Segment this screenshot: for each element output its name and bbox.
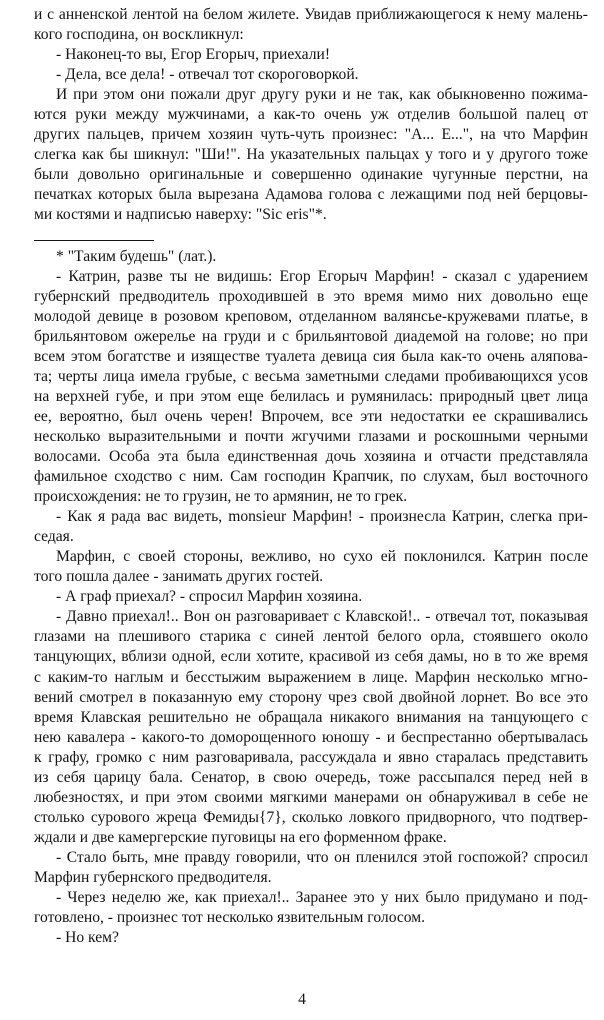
footnote-block [34, 247, 588, 267]
text-line: И при этом они пожали друг другу руки и не так, как обыкновенно пожима- [56, 86, 588, 104]
text-line: нею кавалера - какого-то доморощенного юношу - и беспрестанно обертывалась [34, 728, 588, 746]
text-line: кого господина, он воскликнул: [34, 26, 244, 44]
text-line: - Дела, все дела! - отвечал тот скороговоркой. [56, 66, 359, 84]
text-line: ми костями и надписью наверху: "Sic eris"*. [34, 206, 327, 224]
text-line: были довольно оригинальные и совершенно одинакие чугунные перстни, на [34, 166, 588, 184]
text-line: седая. [34, 528, 74, 546]
text-line: глазами на плешивого старика с синей лентой белого орла, стоявшего около [34, 628, 588, 646]
text-line: происхождения: не то грузин, не то армянин, не то грек. [34, 488, 408, 506]
text-line: - Давно приехал!.. Вон он разговаривает с Клавской!.. - отвечал тот, показывая [56, 608, 588, 626]
text-line: та; черты лица имела грубые, с весьма заметными следами пробивающихся усов [34, 367, 588, 385]
text-line: к графу, громко с ним разговаривала, рассуждала и явно старалась представить [34, 748, 588, 766]
text-line: печатках которых была вырезана Адамова голова с лежащими под ней берцовы- [34, 186, 588, 204]
text-line: ее, вероятно, был очень черен! Впрочем, все эти недостатки ее скрашивались [34, 407, 588, 425]
text-line: волосами. Особа эта была единственная дочь хозяина и отчасти представляла [34, 447, 588, 465]
text-line: молодой девице в розовом креповом, отделанном валянсье-кружевами платье, в [34, 307, 588, 325]
text-block-top [34, 5, 588, 226]
text-line: на верхней губе, и при этом еще белилась и румянилась: природный цвет лица [34, 387, 588, 405]
text-line: слегка как бы шикнул: "Ши!". На указательных пальцах у того и у другого тоже [34, 146, 588, 164]
text-line: - Наконец-то вы, Егор Егорыч, приехали! [56, 46, 331, 64]
text-line: губернский предводитель проходившей в это время мимо них довольно еще [34, 287, 588, 305]
text-line: других пальцев, причем хозяин чуть-чуть произнес: "А... Е...", на что Марфин [34, 126, 588, 144]
text-line: - Но кем? [56, 929, 119, 947]
text-line: брильянтовом ожерелье на груди и с брильянтовой диадемой на голове; но при [34, 327, 588, 345]
text-line: - Через неделю же, как приехал!.. Заранее это у них было придумано и под- [56, 889, 588, 907]
footnote-text: * "Таким будешь" (лат.). [56, 247, 217, 265]
text-line: всем этом богатстве и изяществе туалета девица сия была как-то очень аляпова- [34, 347, 588, 365]
text-line: - А граф приехал? - спросил Марфин хозяина. [56, 588, 363, 606]
text-line: с каким-то наглым и бесстыжим выражением в лице. Марфин несколько мгно- [34, 668, 588, 686]
text-line: любезностях, и при этом своими мягкими манерами он обнаруживал в себе не [34, 788, 588, 806]
footnote-separator [34, 240, 154, 241]
text-line: Марфин губернского предводителя. [34, 868, 272, 886]
page-number: 4 [298, 991, 306, 1008]
text-line: - Катрин, разве ты не видишь: Егор Егорыч Марфин! - сказал с ударением [56, 267, 588, 285]
text-line: готовлено, - произнес тот несколько язвительным голосом. [34, 909, 426, 927]
page-text [34, 5, 588, 948]
text-line: столько сурового жреца Фемиды{7}, сколько ловкого придворного, что подтвер- [34, 808, 588, 826]
text-line: - Как я рада вас видеть, monsieur Марфин! - произнесла Катрин, слегка при- [56, 508, 588, 526]
text-line: ждали и две камергерские пуговицы на его форменном фраке. [34, 828, 447, 846]
text-line: несколько выразительными и почти жгучими глазами и роскошными черными [34, 427, 588, 445]
text-line: вений смотрел в показанную ему сторону чрез свой двойной лорнет. Во все это [34, 688, 588, 706]
text-line: того пошла далее - занимать других гостей. [34, 568, 324, 586]
text-line: из себя царицу бала. Сенатор, в свою очередь, тоже рассыпался перед ней в [34, 768, 588, 786]
text-block-main [34, 267, 588, 949]
text-line: время Клавская решительно не обращала никакого внимания на танцующего с [34, 708, 588, 726]
text-line: ются руки между мужчинами, а как-то очень уж отделив большой палец от [34, 106, 588, 124]
text-line: - Стало быть, мне правду говорили, что он пленился этой госпожой? спросил [56, 848, 588, 866]
text-line: танцующих, вблизи одной, если хотите, красивой из себя дамы, но в то же время [34, 648, 588, 666]
text-line: фамильное сходство с ним. Сам господин Крапчик, по слухам, был восточного [34, 468, 588, 486]
text-line: и с анненской лентой на белом жилете. Увидав приближающегося к нему малень- [34, 6, 588, 23]
text-line: Марфин, с своей стороны, вежливо, но сухо ей поклонился. Катрин после [56, 548, 588, 566]
